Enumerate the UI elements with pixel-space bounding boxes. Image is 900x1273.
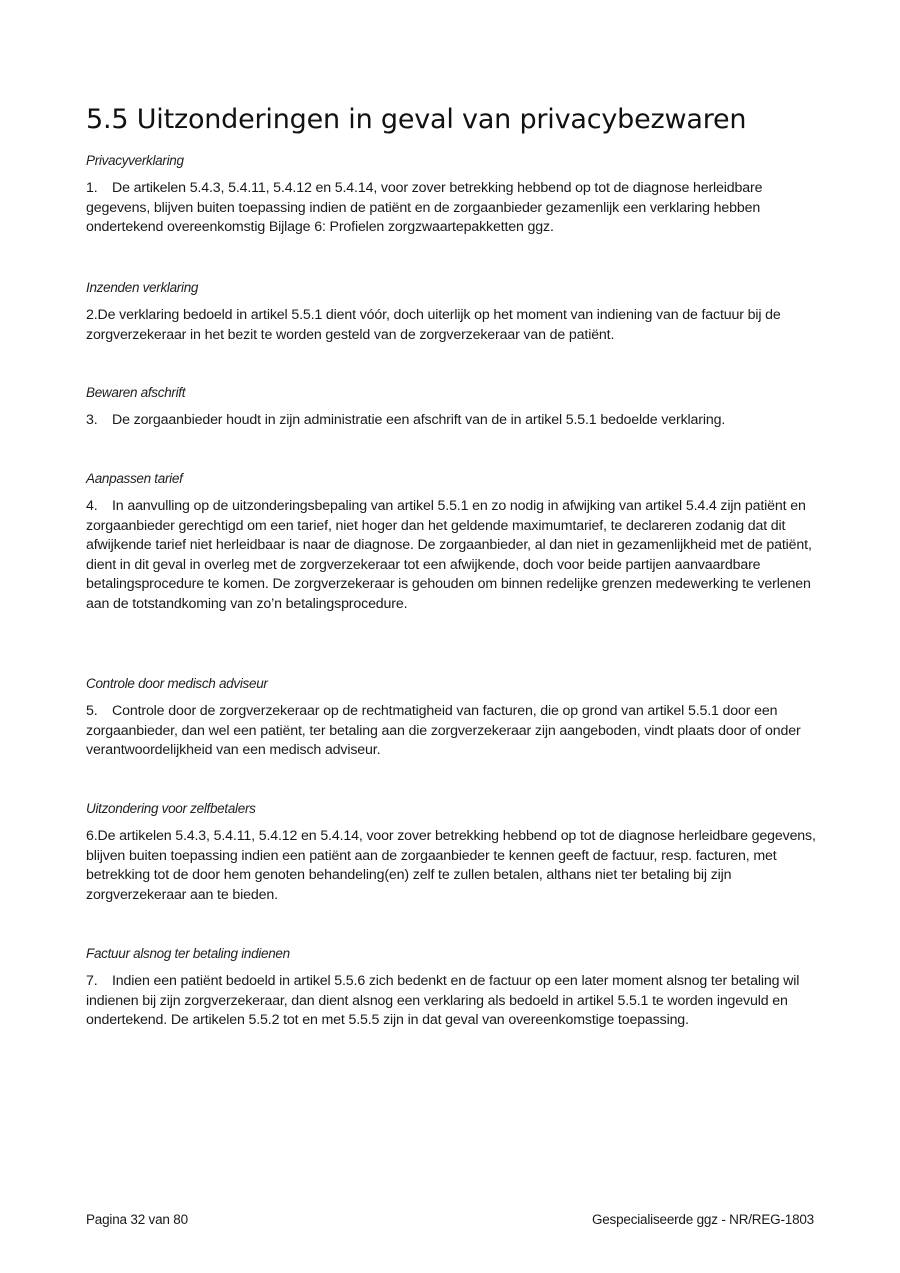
article-text: Indien een patiënt bedoeld in artikel 5.5.6 zich bedenkt en de factuur op een later moment alsnog ter betaling wil indienen bij zijn zorgverzekeraar, dan dient alsnog een verklaring als bedoeld in artikel 5.5.1 te worden ingevuld en ondertekend. De artikelen 5.5.2 tot en met 5.5.5 zijn in dat geval van overeenkomstige toepassing.: [86, 973, 800, 1028]
article-paragraph: [86, 827, 821, 905]
article-number: 3.: [86, 412, 98, 428]
article-text: De artikelen 5.4.3, 5.4.11, 5.4.12 en 5.4.14, voor zover betrekking hebbend op tot de diagnose herleidbare gegevens, blijven buiten toepassing indien een patiënt aan de zorgaanbieder te kennen geeft de factuur, resp. facturen, met betrekking tot de door hem genoten behandeling(en) zelf te zullen betalen, althans niet ter betaling bij zijn zorgverzekeraar aan te bieden.: [86, 828, 816, 903]
article-text: Controle door de zorgverzekeraar op de rechtmatigheid van facturen, die op grond van artikel 5.5.1 door een zorgaanbieder, dan wel een patiënt, ter betaling aan die zorgverzekeraar zijn aangeboden, vindt plaats door of onder verantwoordelijkheid van een medisch adviseur.: [86, 703, 801, 758]
section-heading: Uitzondering voor zelfbetalers: [86, 801, 256, 816]
section-privacyverklaring: [86, 152, 821, 238]
article-text: In aanvulling op de uitzonderingsbepaling van artikel 5.5.1 en zo nodig in afwijking van artikel 5.4.4 zijn patiënt en zorgaanbieder gerechtigd om een tarief, niet hoger dan het geldende maximumtarief, te declareren zodanig dat dit afwijkende tarief niet herleidbaar is naar de diagnose. De zorgaanbieder, al dan niet in gezamenlijkheid met de patiënt, dient in dit geval in overleg met de zorgverzekeraar tot een afwijkende, doch voor beide partijen aanvaardbare betalingsprocedure te komen. De zorgverzekeraar is gehouden om binnen redelijke grenzen medewerking te verlenen aan de totstandkoming van zo’n betalingsprocedure.: [86, 498, 812, 612]
section-heading: Inzenden verklaring: [86, 280, 199, 295]
article-number: 4.: [86, 498, 98, 514]
section-heading: Controle door medisch adviseur: [86, 676, 268, 691]
section-bewaren-afschrift: [86, 384, 821, 431]
article-paragraph: [86, 972, 821, 1031]
section-heading: Privacyverklaring: [86, 153, 184, 168]
section-uitzondering-zelfbetalers: [86, 800, 821, 905]
article-paragraph: [86, 411, 821, 431]
section-heading: Factuur alsnog ter betaling indienen: [86, 946, 290, 961]
article-number: 1.: [86, 180, 98, 196]
article-paragraph: [86, 497, 821, 614]
article-number: 6.: [86, 828, 98, 844]
article-text: De artikelen 5.4.3, 5.4.11, 5.4.12 en 5.4.14, voor zover betrekking hebbend op tot de diagnose herleidbare gegevens, blijven buiten toepassing indien de patiënt en de zorgaanbieder gezamenlijk een verklaring hebben ondertekend overeenkomstig Bijlage 6: Profielen zorgzwaartepakketten ggz.: [86, 180, 763, 235]
section-heading: Aanpassen tarief: [86, 471, 183, 486]
section-inzenden-verklaring: [86, 279, 821, 345]
article-paragraph: [86, 306, 821, 345]
page-title: 5.5 Uitzonderingen in geval van privacybezwaren: [86, 104, 747, 135]
article-number: 7.: [86, 973, 98, 989]
footer-page-number: Pagina 32 van 80: [86, 1212, 188, 1227]
article-paragraph: [86, 702, 821, 761]
section-factuur-alsnog-indienen: [86, 945, 821, 1031]
section-aanpassen-tarief: [86, 470, 821, 614]
article-number: 2.: [86, 307, 98, 323]
article-text: De verklaring bedoeld in artikel 5.5.1 dient vóór, doch uiterlijk op het moment van indiening van de factuur bij de zorgverzekeraar in het bezit te worden gesteld van de zorgverzekeraar van de patiënt.: [86, 307, 781, 343]
article-paragraph: [86, 179, 821, 238]
footer-document-label: Gespecialiseerde ggz - NR/REG-1803: [591, 1212, 814, 1227]
article-number: 5.: [86, 703, 98, 719]
section-controle-medisch-adviseur: [86, 675, 821, 761]
article-text: De zorgaanbieder houdt in zijn administratie een afschrift van de in artikel 5.5.1 bedoelde verklaring.: [112, 412, 726, 428]
section-heading: Bewaren afschrift: [86, 385, 186, 400]
